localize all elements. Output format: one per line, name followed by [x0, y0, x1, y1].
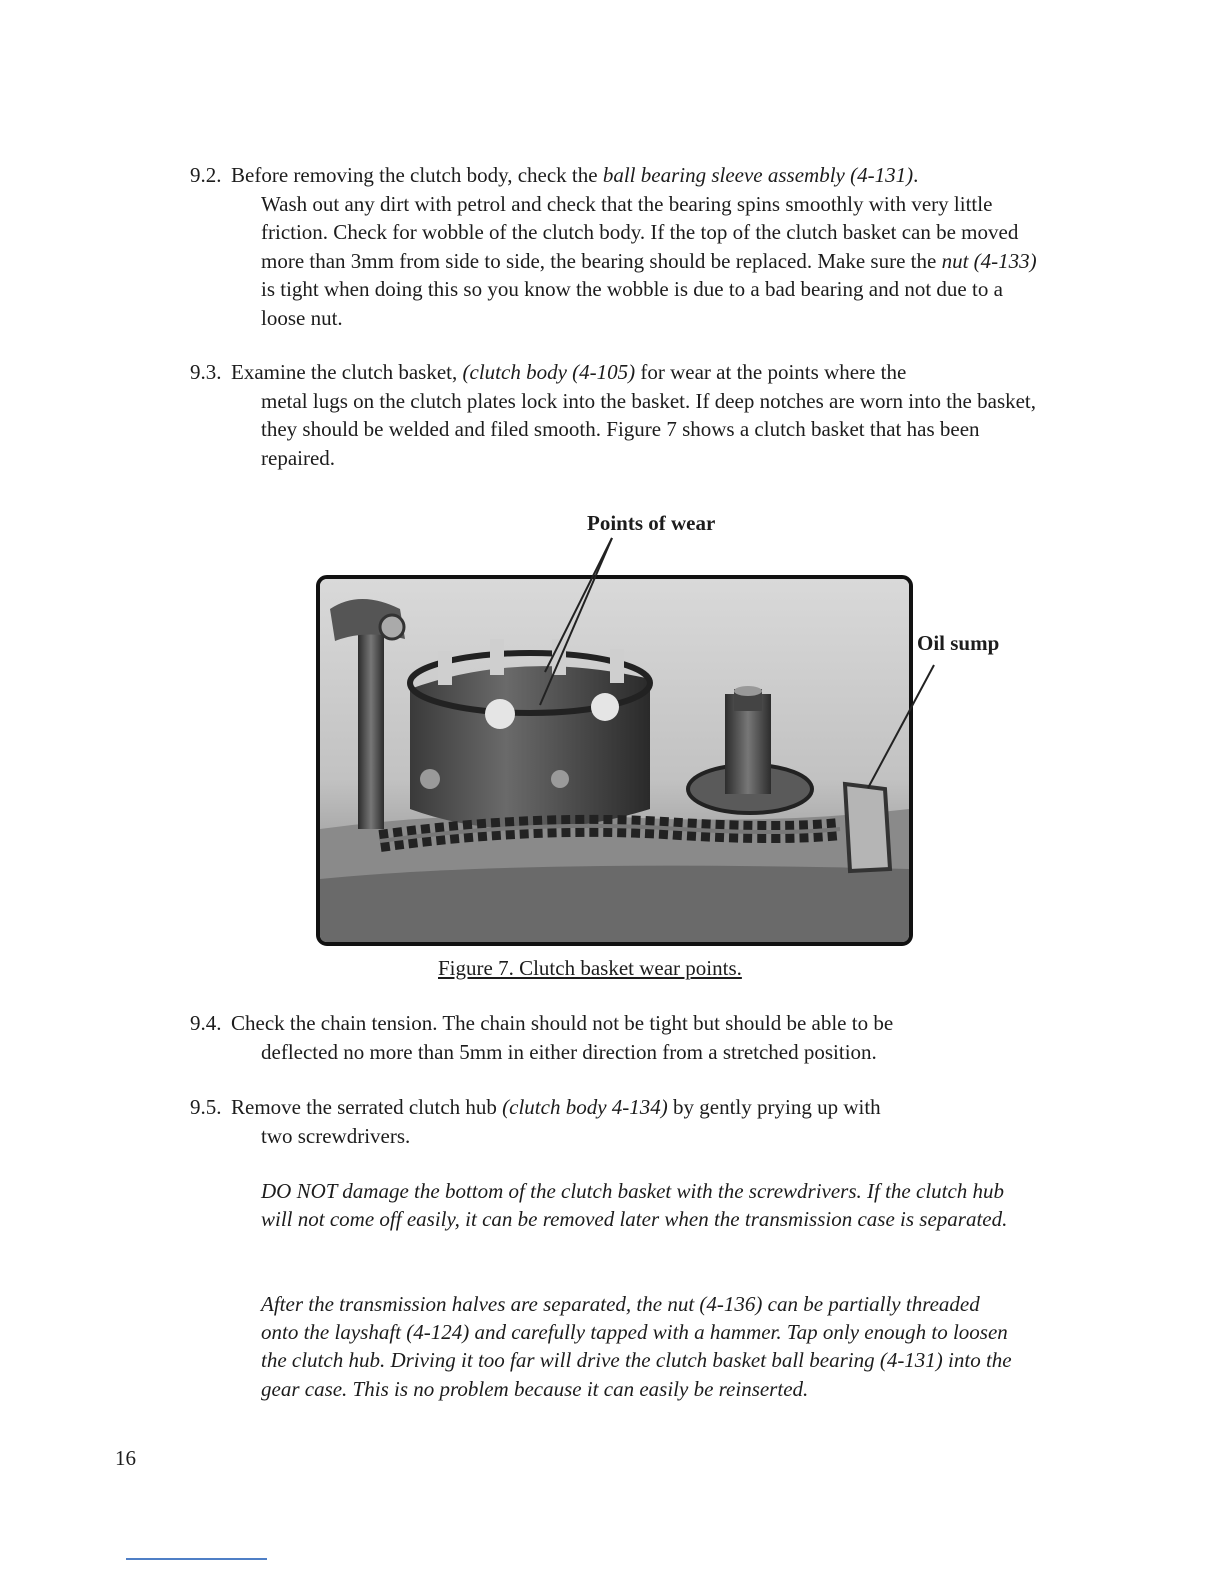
basket-hole: [591, 693, 619, 721]
basket-hole: [551, 770, 569, 788]
basket-hole: [420, 769, 440, 789]
gear-case-lower: [320, 866, 909, 942]
step-number: 9.4.: [190, 1011, 222, 1035]
page-number: 16: [115, 1446, 136, 1470]
step-9-4-body: deflected no more than 5mm in either direction from a stretched position.: [261, 1039, 877, 1064]
part-reference: (clutch body 4-134): [502, 1095, 668, 1119]
figure-caption: Figure 7. Clutch basket wear points.: [438, 956, 742, 980]
step-9-5: [190, 1093, 1040, 1150]
part-reference: nut (4-133): [941, 248, 1037, 273]
clutch-basket-illustration: [320, 579, 909, 942]
step-9-2: [190, 161, 1040, 333]
lug-slot: [610, 649, 624, 683]
step-9-2-first-line: 9.2. Before removing the clutch body, check the ball bearing sleeve assembly (4-131).: [190, 161, 1040, 190]
step-9-4: [190, 1009, 1040, 1066]
layshaft-end: [734, 686, 762, 696]
note-after-separation: After the transmission halves are separated, the nut (4-136) can be partially threaded onto the layshaft (4-124) and carefully tapped with a hammer. Tap only enough to loosen the clutch hub. Driving it too far will drive the clutch basket ball bearing (4-131) into the gear case. This is no problem because it can easily be reinserted.: [261, 1292, 1012, 1401]
clutch-basket-photo: [316, 575, 913, 946]
lug-slot: [490, 639, 504, 675]
step-9-5-body: two screwdrivers.: [261, 1123, 411, 1148]
oil-sump: [845, 784, 890, 871]
label-oil-sump: Oil sump: [917, 631, 1000, 655]
lug-slot: [552, 639, 566, 675]
part-reference: (clutch body (4-105): [462, 360, 636, 384]
step-9-5-first-line: 9.5. Remove the serrated clutch hub (clutch body 4-134) by gently prying up with: [190, 1093, 1040, 1122]
basket-hole: [485, 699, 515, 729]
note-do-not-damage: DO NOT damage the bottom of the clutch basket with the screwdrivers. If the clutch hub will not come off easily, it can be removed later when the transmission case is separated.: [261, 1179, 1008, 1232]
lever-post: [358, 619, 384, 829]
step-9-4-first-line: 9.4. Check the chain tension. The chain should not be tight but should be able to be: [190, 1009, 1040, 1038]
step-number: 9.3.: [190, 360, 222, 384]
footer-rule: [126, 1558, 267, 1560]
step-number: 9.2.: [190, 163, 222, 187]
step-number: 9.5.: [190, 1095, 222, 1119]
step-9-3-body: metal lugs on the clutch plates lock into the basket. If deep notches are worn into the basket, they should be welded and filed smooth. Figure 7 shows a clutch basket that has been repaired.: [261, 388, 1037, 470]
step-9-3: [190, 358, 1040, 472]
label-points-of-wear: Points of wear: [587, 511, 716, 535]
lever-bolt: [380, 615, 404, 639]
step-9-3-first-line: 9.3. Examine the clutch basket, (clutch body (4-105) for wear at the points where the: [190, 358, 1040, 387]
step-9-2-body: Wash out any dirt with petrol and check that the bearing spins smoothly with very little friction. Check for wobble of the clutch body. If the top of the clutch basket can be moved more than 3mm from side to side, the bearing should be replaced. Make sure the nut (4-133) is tight when doing this so you know the wobble is due to a bad bearing and not due to a loose nut.: [261, 191, 1037, 330]
clutch-basket: [410, 666, 650, 829]
lug-slot: [438, 651, 452, 685]
part-reference: ball bearing sleeve assembly (4-131): [602, 163, 914, 187]
